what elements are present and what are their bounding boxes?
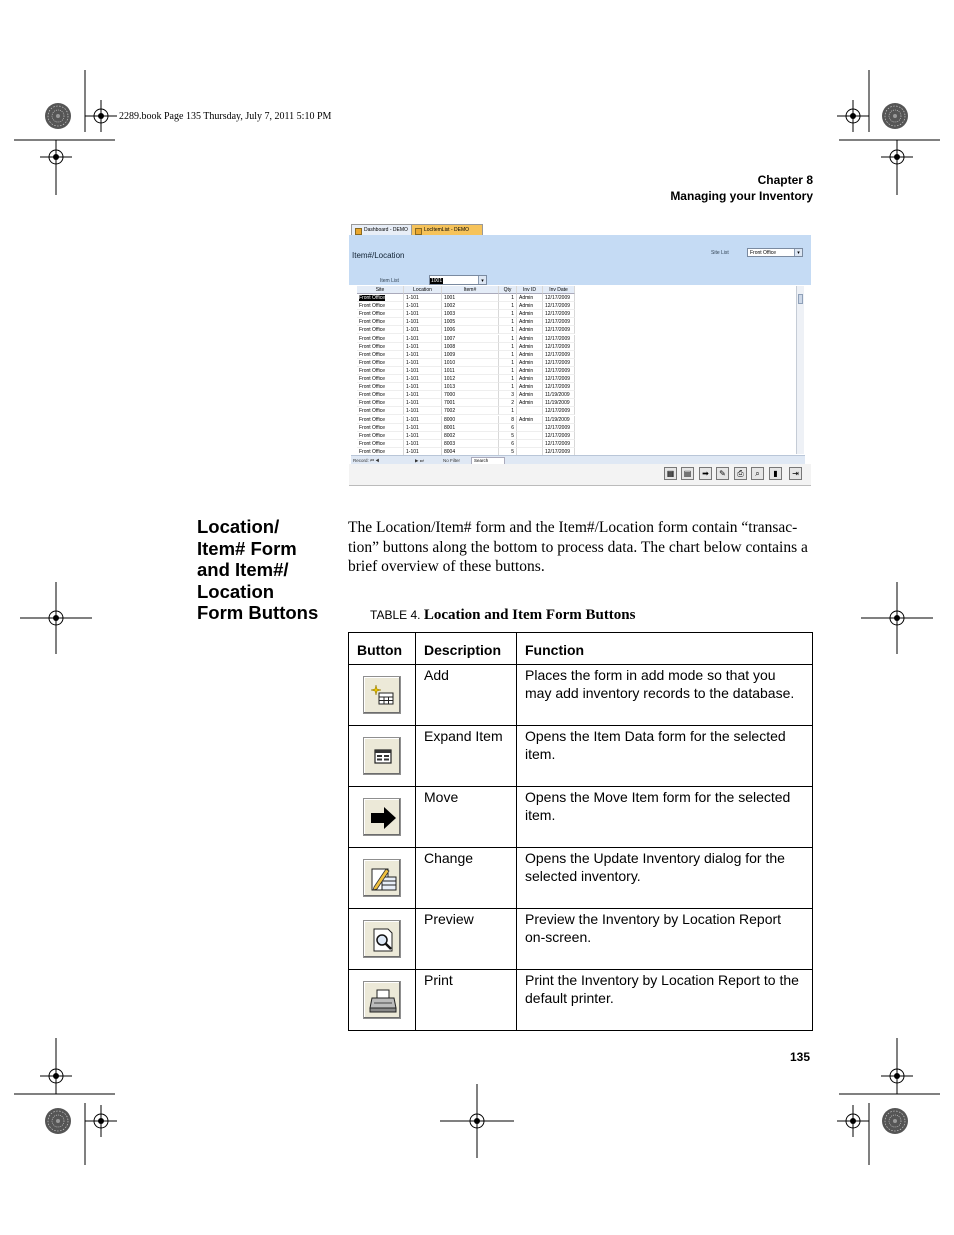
add-icon — [363, 676, 401, 714]
section-heading — [197, 516, 337, 624]
scroll-thumb[interactable] — [798, 294, 803, 304]
grid-row[interactable] — [351, 359, 805, 367]
item-list-label: Item List — [380, 278, 399, 284]
grid-cell[interactable]: 1003 — [442, 310, 499, 318]
grid-cell[interactable]: 1 — [499, 335, 517, 343]
grid-cell[interactable]: 1-101 — [404, 367, 442, 375]
function-cell: Places the form in add mode so that you may add inventory records to the database. — [517, 665, 813, 726]
item-list-dropdown[interactable] — [429, 275, 487, 285]
print-printer-icon — [363, 981, 401, 1019]
grid-cell[interactable]: Admin — [517, 351, 543, 359]
grid-cell[interactable]: Admin — [517, 383, 543, 391]
grid-cell[interactable]: 1-101 — [404, 302, 442, 310]
grid-row[interactable] — [351, 391, 805, 399]
function-cell: Opens the Update Inventory dialog for the selected inventory. — [517, 848, 813, 909]
grid-cell[interactable]: 1010 — [442, 359, 499, 367]
grid-header-row — [351, 286, 805, 294]
grid-column-header[interactable]: Site — [357, 286, 404, 294]
grid-row[interactable] — [351, 335, 805, 343]
heading-line: Location — [197, 580, 275, 602]
grid-row[interactable] — [351, 318, 805, 326]
grid-cell[interactable]: Front Office — [357, 399, 404, 407]
grid-cell[interactable] — [517, 424, 543, 432]
grid-cell[interactable]: 1-101 — [404, 391, 442, 399]
grid-cell[interactable]: 1 — [499, 407, 517, 415]
grid-row[interactable] — [351, 383, 805, 391]
grid-cell[interactable]: 12/17/2009 — [543, 318, 575, 326]
grid-cell[interactable]: 12/17/2009 — [543, 424, 575, 432]
exit-door-icon[interactable]: ⇥ — [789, 467, 802, 480]
grid-cell[interactable]: 1-101 — [404, 294, 442, 302]
description-cell: Expand Item — [416, 726, 517, 787]
grid-cell[interactable]: Front Office — [357, 343, 404, 351]
grid-column-header[interactable]: Inv ID — [517, 286, 543, 294]
grid-column-header[interactable]: Location — [404, 286, 442, 294]
grid-row[interactable] — [351, 343, 805, 351]
grid-cell[interactable]: 1-101 — [404, 432, 442, 440]
grid-cell[interactable]: Front Office — [357, 302, 404, 310]
column-header: Description — [416, 633, 517, 665]
grid-cell[interactable]: 8002 — [442, 432, 499, 440]
grid-cell[interactable]: 8 — [499, 416, 517, 424]
table-row — [349, 848, 813, 909]
grid-cell[interactable]: 1 — [499, 302, 517, 310]
grid-cell[interactable]: 5 — [499, 432, 517, 440]
grid-cell[interactable]: Admin — [517, 294, 543, 302]
grid-cell[interactable]: Admin — [517, 318, 543, 326]
preview-magnifier-icon[interactable]: ⌕ — [751, 467, 764, 480]
grid-cell[interactable]: 1 — [499, 318, 517, 326]
grid-row[interactable] — [351, 432, 805, 440]
table-caption — [370, 607, 635, 624]
grid-cell[interactable]: 1011 — [442, 367, 499, 375]
page-number: 135 — [790, 1050, 811, 1064]
grid-cell[interactable]: Front Office — [357, 326, 404, 334]
grid-cell[interactable]: Front Office — [357, 318, 404, 326]
grid-cell[interactable]: 1006 — [442, 326, 499, 334]
grid-column-header[interactable]: Qty — [499, 286, 517, 294]
body-paragraph: The Location/Item# form and the Item#/Location form contain “transac-tion” buttons along the bottom to process data. The chart below contains a brief overview of these buttons. — [348, 519, 808, 575]
table-row — [349, 665, 813, 726]
grid-cell[interactable] — [517, 432, 543, 440]
grid-cell[interactable]: Front Office — [357, 351, 404, 359]
grid-cell[interactable]: Front Office — [357, 448, 404, 456]
grid-cell[interactable] — [517, 440, 543, 448]
grid-cell[interactable]: 12/17/2009 — [543, 335, 575, 343]
form-header — [349, 235, 811, 285]
grid-cell[interactable]: 1 — [499, 375, 517, 383]
button-cell — [349, 787, 416, 848]
grid-column-header[interactable]: Item# — [442, 286, 499, 294]
grid-cell[interactable]: 1007 — [442, 335, 499, 343]
grid-cell[interactable]: 1-101 — [404, 318, 442, 326]
running-header — [670, 172, 813, 204]
function-cell: Opens the Move Item form for the selected item. — [517, 787, 813, 848]
move-arrow-icon — [363, 798, 401, 836]
heading-line: Location/ — [197, 516, 280, 537]
description-cell: Move — [416, 787, 517, 848]
column-header: Button — [349, 633, 416, 665]
grid-cell[interactable]: Front Office — [357, 391, 404, 399]
chapter-label: Chapter 8 — [757, 173, 813, 187]
grid-cell[interactable]: 1002 — [442, 302, 499, 310]
grid-cell[interactable]: 3 — [499, 391, 517, 399]
table-caption-prefix: TABLE 4. — [370, 608, 421, 622]
grid-cell[interactable]: 1-101 — [404, 383, 442, 391]
buttons-table — [348, 632, 813, 1031]
grid-cell[interactable]: Front Office — [357, 359, 404, 367]
grid-cell[interactable]: 8000 — [442, 416, 499, 424]
change-pencil-icon[interactable]: ✎ — [716, 467, 729, 480]
expand-item-icon[interactable]: ▤ — [681, 467, 694, 480]
grid-cell[interactable]: 8001 — [442, 424, 499, 432]
grid-cell[interactable]: Front Office — [357, 310, 404, 318]
grid-cell[interactable]: Front Office — [357, 424, 404, 432]
grid-row[interactable] — [351, 294, 805, 302]
grid-cell[interactable]: Admin — [517, 326, 543, 334]
grid-cell[interactable]: Front Office — [357, 367, 404, 375]
grid-row[interactable] — [351, 310, 805, 318]
button-cell — [349, 665, 416, 726]
grid-cell[interactable]: Admin — [517, 343, 543, 351]
grid-cell[interactable]: 1 — [499, 359, 517, 367]
grid-cell[interactable]: Admin — [517, 335, 543, 343]
grid-cell[interactable]: Front Office — [357, 383, 404, 391]
table-row — [349, 726, 813, 787]
grid-cell[interactable]: 1 — [499, 383, 517, 391]
description-cell: Preview — [416, 909, 517, 970]
grid-row[interactable] — [351, 302, 805, 310]
grid-cell[interactable]: Front Office — [357, 416, 404, 424]
chevron-down-icon[interactable]: ▾ — [478, 276, 486, 284]
grid-cell[interactable]: Front Office — [357, 407, 404, 415]
grid-cell[interactable]: 12/17/2009 — [543, 359, 575, 367]
grid-cell[interactable]: 1-101 — [404, 399, 442, 407]
grid-cell[interactable]: 1-101 — [404, 448, 442, 456]
form-title: Item#/Location — [352, 251, 405, 260]
grid-cell[interactable]: 1 — [499, 326, 517, 334]
table-caption-title: Location and Item Form Buttons — [423, 607, 636, 623]
grid-cell[interactable]: 1-101 — [404, 416, 442, 424]
grid-cell[interactable]: 1 — [499, 343, 517, 351]
grid-cell[interactable]: 1-101 — [404, 343, 442, 351]
grid-cell[interactable]: Admin — [517, 367, 543, 375]
grid-cell[interactable]: 12/17/2009 — [543, 448, 575, 456]
button-cell — [349, 970, 416, 1031]
grid-cell[interactable]: Front Office — [357, 294, 404, 302]
site-list-label: Site List — [711, 250, 729, 256]
grid-cell[interactable]: 12/17/2009 — [543, 432, 575, 440]
grid-cell[interactable]: 1008 — [442, 343, 499, 351]
grid-cell[interactable]: 8003 — [442, 440, 499, 448]
column-header: Function — [517, 633, 813, 665]
grid-cell[interactable]: 1-101 — [404, 351, 442, 359]
grid-cell[interactable]: 1-101 — [404, 375, 442, 383]
grid-cell[interactable]: 1-101 — [404, 310, 442, 318]
grid-column-header[interactable]: Inv Date — [543, 286, 575, 294]
table-header-row — [349, 633, 813, 665]
grid-cell[interactable]: Admin — [517, 399, 543, 407]
grid-cell[interactable]: 1-101 — [404, 335, 442, 343]
grid-row[interactable] — [351, 440, 805, 448]
heading-line: and Item#/ — [197, 559, 289, 580]
grid-cell[interactable]: 12/17/2009 — [543, 326, 575, 334]
grid-cell[interactable]: Admin — [517, 375, 543, 383]
grid-cell[interactable]: Front Office — [357, 440, 404, 448]
search-box[interactable]: Search — [471, 457, 505, 465]
grid-row[interactable] — [351, 407, 805, 415]
grid-cell[interactable]: 1-101 — [404, 326, 442, 334]
button-cell — [349, 726, 416, 787]
function-cell: Opens the Item Data form for the selected item. — [517, 726, 813, 787]
record-nav-next[interactable]: ▶ ⏭ — [415, 458, 424, 463]
expand-item-icon — [363, 737, 401, 775]
site-list-dropdown[interactable] — [747, 248, 803, 257]
grid-cell[interactable]: Front Office — [357, 375, 404, 383]
description-cell: Change — [416, 848, 517, 909]
grid-cell[interactable]: Front Office — [357, 335, 404, 343]
grid-cell[interactable]: 1 — [499, 310, 517, 318]
heading-line: Form Buttons — [197, 602, 319, 623]
grid-cell[interactable]: 7002 — [442, 407, 499, 415]
grid-cell[interactable]: 1009 — [442, 351, 499, 359]
grid-cell[interactable]: 1-101 — [404, 407, 442, 415]
item-list-value: 1001 — [431, 278, 443, 284]
grid-cell[interactable]: 12/17/2009 — [543, 302, 575, 310]
grid-cell[interactable]: 11/19/2009 — [543, 399, 575, 407]
table-row — [349, 787, 813, 848]
grid-cell[interactable]: Admin — [517, 302, 543, 310]
preview-magnifier-icon — [363, 920, 401, 958]
no-filter-indicator[interactable]: No Filter — [443, 458, 461, 463]
grid-cell[interactable]: 1-101 — [404, 424, 442, 432]
button-cell — [349, 909, 416, 970]
grid-cell[interactable]: 1013 — [442, 383, 499, 391]
record-nav-label[interactable]: Record: ⏮ ◀ — [353, 458, 380, 463]
grid-cell[interactable]: 1001 — [442, 294, 499, 302]
print-printer-icon[interactable]: ⎙ — [734, 467, 747, 480]
grid-cell[interactable]: Admin — [517, 391, 543, 399]
grid-cell[interactable]: 12/17/2009 — [543, 343, 575, 351]
grid-cell[interactable]: 12/17/2009 — [543, 367, 575, 375]
grid-cell[interactable]: Admin — [517, 416, 543, 424]
grid-cell[interactable]: 12/17/2009 — [543, 383, 575, 391]
grid-row[interactable] — [351, 399, 805, 407]
grid-cell[interactable]: 1005 — [442, 318, 499, 326]
grid-cell[interactable]: 7001 — [442, 399, 499, 407]
move-arrow-icon[interactable]: ➡ — [699, 467, 712, 480]
book-slug-line: 2289.book Page 135 Thursday, July 7, 2011 5:10 PM — [119, 111, 332, 122]
grid-cell[interactable]: 1-101 — [404, 440, 442, 448]
description-cell: Add — [416, 665, 517, 726]
tab-dashboard[interactable]: Dashboard - DEMO — [351, 224, 415, 236]
grid-cell[interactable]: 12/17/2009 — [543, 407, 575, 415]
grid-cell[interactable]: 1-101 — [404, 359, 442, 367]
inventory-grid — [351, 286, 805, 454]
function-cell: Preview the Inventory by Location Report on-screen. — [517, 909, 813, 970]
grid-cell[interactable]: 8004 — [442, 448, 499, 456]
grid-row[interactable] — [351, 375, 805, 383]
change-pencil-icon — [363, 859, 401, 897]
table-row — [349, 970, 813, 1031]
description-cell: Print — [416, 970, 517, 1031]
grid-cell[interactable]: Front Office — [357, 432, 404, 440]
grid-cell[interactable]: 1 — [499, 367, 517, 375]
table-row — [349, 909, 813, 970]
grid-cell[interactable]: 11/19/2009 — [543, 391, 575, 399]
grid-cell[interactable]: 12/17/2009 — [543, 310, 575, 318]
grid-cell[interactable]: 12/17/2009 — [543, 294, 575, 302]
grid-cell[interactable]: 1 — [499, 294, 517, 302]
grid-row[interactable] — [351, 367, 805, 375]
grid-cell[interactable]: 12/17/2009 — [543, 440, 575, 448]
chevron-down-icon[interactable]: ▾ — [794, 249, 802, 256]
add-icon[interactable]: ▦ — [664, 467, 677, 480]
grid-cell[interactable]: 11/19/2009 — [543, 416, 575, 424]
grid-cell[interactable]: 6 — [499, 440, 517, 448]
grid-cell[interactable]: 1012 — [442, 375, 499, 383]
grid-cell[interactable]: 5 — [499, 448, 517, 456]
grid-cell[interactable]: 2 — [499, 399, 517, 407]
grid-cell[interactable] — [517, 407, 543, 415]
app-screenshot — [349, 223, 811, 486]
grid-cell[interactable]: 12/17/2009 — [543, 375, 575, 383]
chapter-title: Managing your Inventory — [670, 189, 813, 203]
grid-cell[interactable]: 12/17/2009 — [543, 351, 575, 359]
vertical-scrollbar[interactable] — [796, 286, 804, 454]
grid-row[interactable] — [351, 326, 805, 334]
grid-cell[interactable]: 7000 — [442, 391, 499, 399]
grid-row[interactable] — [351, 424, 805, 432]
site-list-value: Front Office — [750, 250, 777, 256]
grid-cell[interactable]: 6 — [499, 424, 517, 432]
delete-trash-icon[interactable]: ▮ — [769, 467, 782, 480]
grid-row[interactable] — [351, 351, 805, 359]
function-cell: Print the Inventory by Location Report to the default printer. — [517, 970, 813, 1031]
tab-locitemlist[interactable]: LocItemList - DEMO — [411, 224, 483, 236]
grid-cell[interactable]: 1 — [499, 351, 517, 359]
grid-cell[interactable]: Admin — [517, 359, 543, 367]
grid-cell[interactable]: Admin — [517, 310, 543, 318]
heading-line: Item# Form — [197, 537, 297, 559]
button-cell — [349, 848, 416, 909]
grid-row[interactable] — [351, 416, 805, 424]
